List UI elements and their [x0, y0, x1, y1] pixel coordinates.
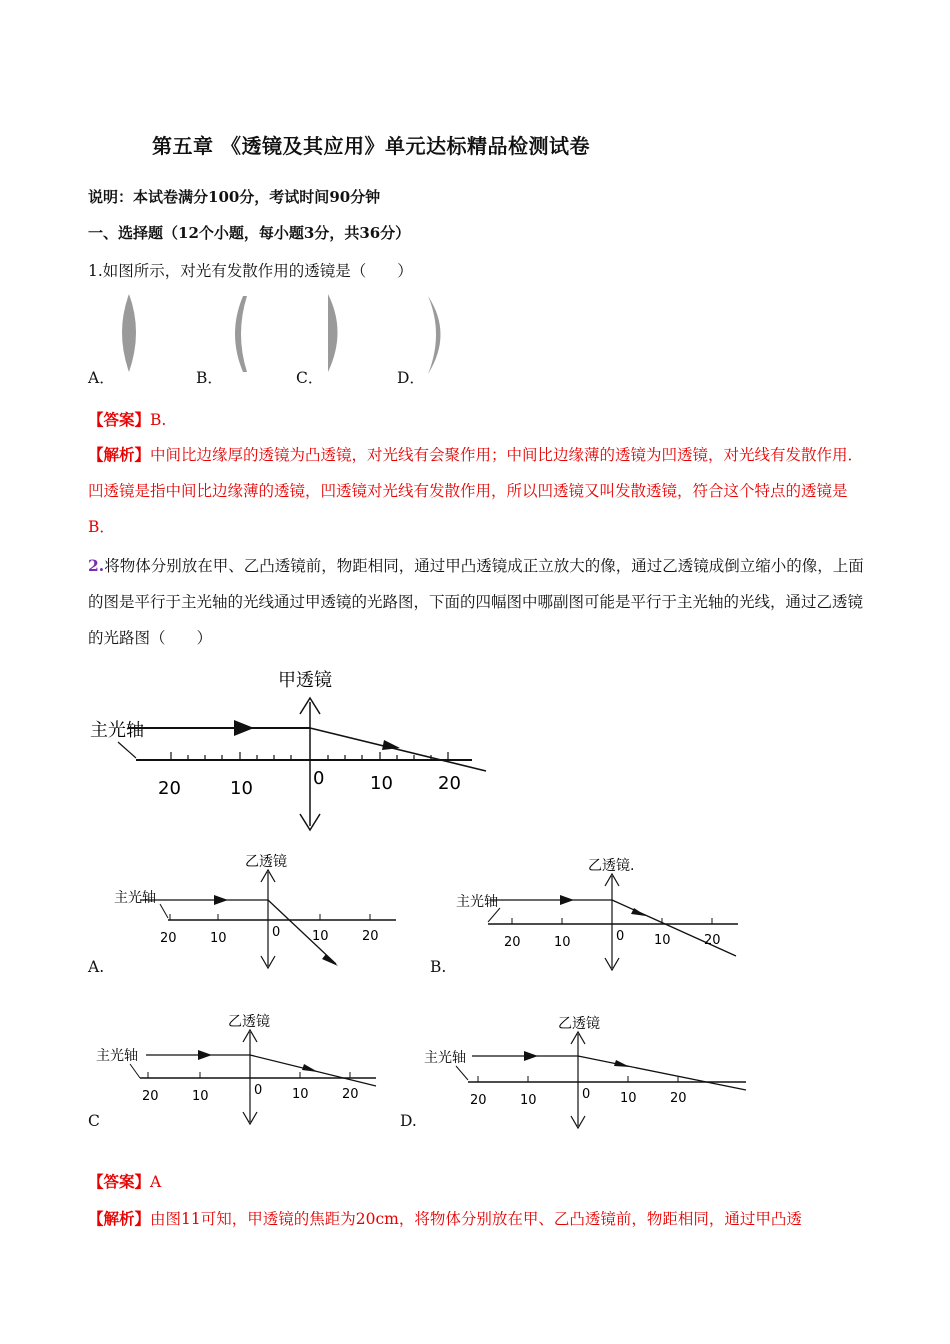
tick-label: 10: [192, 1089, 209, 1104]
axis-pointer: [130, 1064, 140, 1078]
main-lens-diagram: [88, 664, 498, 839]
q1-option-b: B．: [196, 369, 223, 387]
q2-option-b: B.: [430, 958, 447, 976]
refracted-arrowhead: [302, 1064, 318, 1072]
refracted-arrowhead: [382, 740, 400, 750]
lens-b-concave: [235, 296, 247, 372]
tick-label: 10: [312, 929, 329, 944]
answer-value: A: [150, 1173, 162, 1191]
tick-label: 20: [504, 935, 521, 950]
tick-label: 10: [230, 778, 253, 799]
q2-option-a: A.: [88, 958, 105, 976]
tick-label: 10: [620, 1091, 637, 1106]
tick-label: 20: [158, 778, 181, 799]
exam-note: 说明：本试卷满分100分，考试时间90分钟: [88, 188, 381, 206]
tick-label: 10: [292, 1087, 309, 1102]
q1-stem: 1.如图所示，对光有发散作用的透镜是（ ）: [88, 262, 413, 280]
q2-number: 2.: [88, 556, 105, 575]
q2-stem: [88, 548, 866, 656]
tick-label: 0: [313, 768, 325, 789]
ray-arrowhead: [198, 1050, 212, 1060]
tick-label: 20: [142, 1089, 159, 1104]
lens-label: 乙透镜: [228, 1014, 270, 1030]
axis-pointer: [488, 908, 500, 922]
tick-label: 0: [272, 925, 281, 940]
q1-answer: [88, 408, 166, 430]
ray-arrowhead: [560, 895, 574, 905]
q2-answer: [88, 1170, 161, 1192]
axis-pointer: [160, 904, 168, 918]
tick-label: 10: [554, 935, 571, 950]
axis-ticks: [148, 1072, 350, 1078]
lens-c-planoconvex: [328, 294, 338, 372]
analysis-text: 由图11可知，甲透镜的焦距为20cm，将物体分别放在甲、乙凸透镜前，物距相同，通过甲凸透: [150, 1210, 802, 1228]
main-lens-label: 甲透镜: [278, 670, 332, 691]
tick-label: 20: [704, 933, 721, 948]
option-a-diagram: [110, 848, 410, 973]
lens-label: 乙透镜.: [588, 858, 635, 874]
q1-option-d: D．: [397, 369, 425, 387]
tick-label: 0: [616, 929, 625, 944]
answer-value: B.: [150, 411, 167, 429]
axis-label: 主光轴: [456, 894, 498, 910]
axis-label: 主光轴: [96, 1048, 138, 1064]
axis-label: 主光轴: [424, 1050, 466, 1066]
ray-arrowhead: [234, 720, 254, 736]
tick-label: 20: [362, 929, 379, 944]
ray-arrowhead: [214, 895, 228, 905]
lens-a-biconvex: [122, 294, 136, 372]
tick-label: 20: [438, 773, 461, 794]
refracted-arrowhead: [322, 954, 338, 966]
q2-text: 将物体分别放在甲、乙凸透镜前，物距相同，通过甲凸透镜成正立放大的像，通过乙透镜成倒立缩小的像，上面的图是平行于主光轴的光线通过甲透镜的光路图，下面的四幅图中哪副图可能是平行于主光轴的光线，通过乙透镜的光路图（ ）: [88, 557, 864, 647]
analysis-text: 中间比边缘厚的透镜为凸透镜，对光线有会聚作用；中间比边缘薄的透镜为凹透镜，对光线有发散作用．凹透镜是指中间比边缘薄的透镜，凹透镜对光线有发散作用，所以凹透镜又叫发散透镜，符合这个特点的透镜是B．: [88, 446, 864, 536]
q1-analysis: [88, 437, 866, 545]
analysis-tag: 【解析】: [88, 1209, 151, 1228]
tick-label: 10: [654, 933, 671, 948]
option-b-diagram: [450, 850, 750, 975]
lens-label: 乙透镜: [245, 854, 287, 870]
tick-label: 10: [370, 773, 393, 794]
option-c-diagram: [88, 1008, 388, 1133]
refracted-ray: [310, 728, 486, 771]
section-heading: 一、选择题（12个小题，每小题3分，共36分）: [88, 224, 411, 242]
tick-label: 20: [342, 1087, 359, 1102]
tick-label: 20: [670, 1091, 687, 1106]
axis-label: 主光轴: [114, 890, 156, 906]
axis-ticks: [170, 914, 370, 920]
lens-label: 乙透镜: [558, 1016, 600, 1032]
tick-label: 20: [160, 931, 177, 946]
q1-option-c: C．: [296, 369, 324, 387]
axis-pointer: [456, 1066, 468, 1080]
q1-option-a: A．: [88, 369, 115, 387]
answer-tag: 【答案】: [88, 410, 151, 429]
axis-pointer: [118, 742, 136, 758]
tick-label: 20: [470, 1093, 487, 1108]
tick-label: 10: [210, 931, 227, 946]
lens-d-meniscus: [428, 296, 441, 374]
refracted-ray: [578, 1056, 746, 1090]
answer-tag: 【答案】: [88, 1172, 151, 1191]
ray-arrowhead: [524, 1051, 538, 1061]
q2-option-d: D.: [400, 1112, 417, 1130]
q2-analysis: [88, 1207, 802, 1229]
main-axis-label: 主光轴: [90, 720, 144, 741]
tick-label: 10: [520, 1093, 537, 1108]
tick-label: 0: [582, 1087, 591, 1102]
tick-label: 0: [254, 1083, 263, 1098]
page-title: 第五章 《透镜及其应用》单元达标精品检测试卷: [152, 134, 590, 158]
q2-option-c: C: [88, 1112, 100, 1130]
refracted-arrowhead: [614, 1060, 630, 1067]
option-d-diagram: [420, 1008, 750, 1133]
analysis-tag: 【解析】: [88, 445, 151, 464]
